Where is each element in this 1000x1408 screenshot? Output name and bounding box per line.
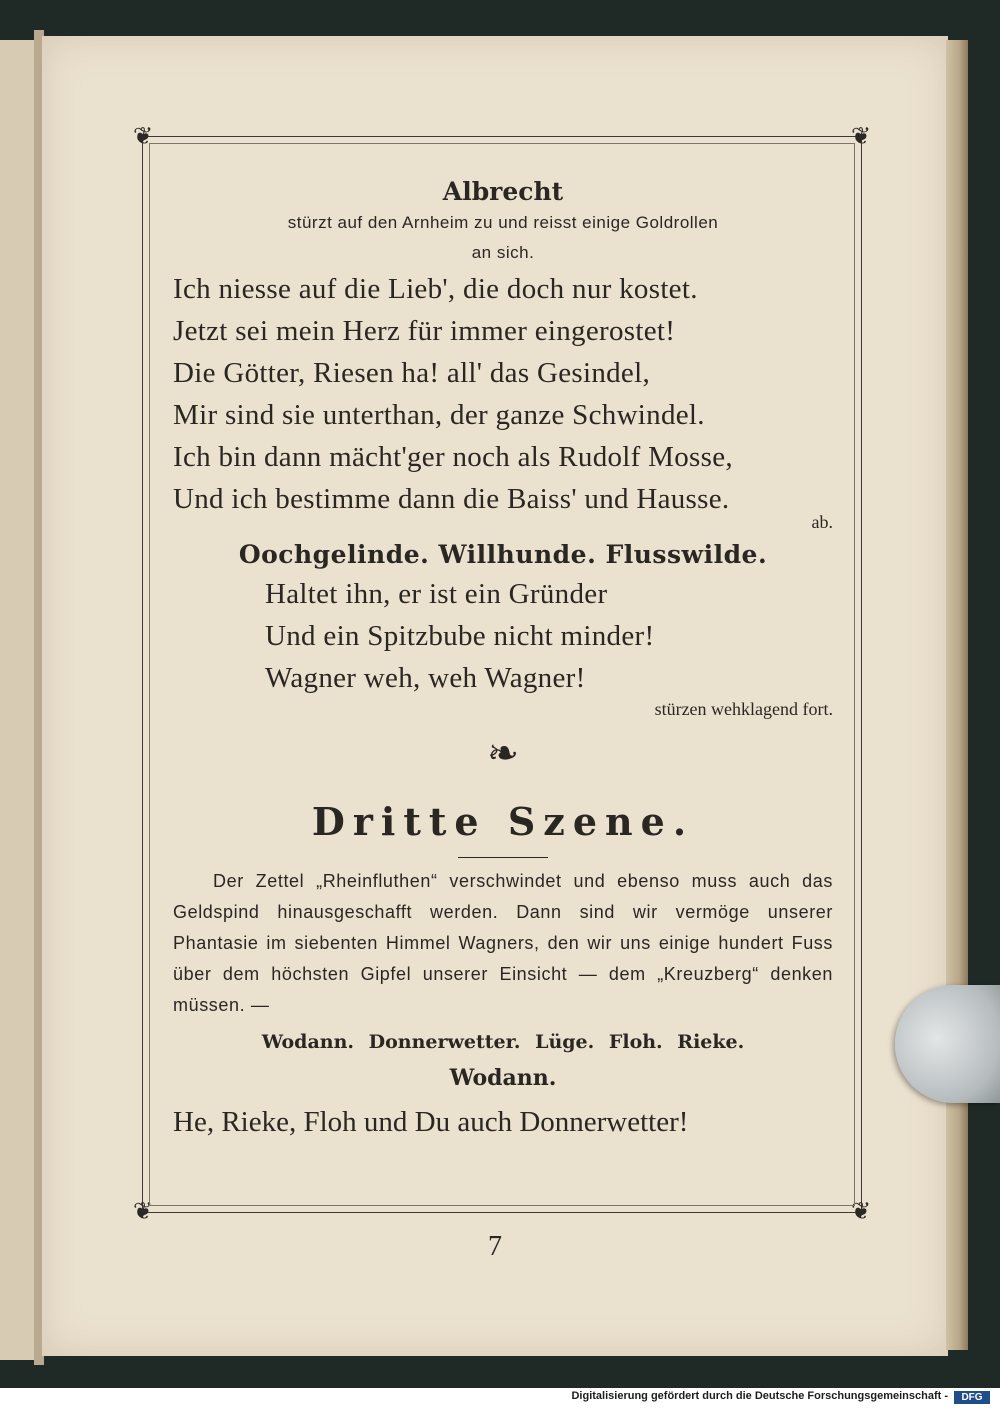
exit-direction: stürzen wehklagend fort. xyxy=(654,699,833,719)
group-verse-block xyxy=(173,573,833,699)
speaker-name: Wodann. xyxy=(449,1065,557,1091)
book-page xyxy=(42,36,948,1356)
verse-line: Die Götter, Riesen ha! all' das Gesindel, xyxy=(173,357,651,389)
vine-leaf-icon: ❧ xyxy=(487,733,519,775)
fleuron-icon: ❦ xyxy=(850,124,872,150)
fleuron-icon: ❦ xyxy=(850,1199,872,1225)
stage-direction-line: an sich. xyxy=(471,243,535,262)
exit-direction: ab. xyxy=(811,512,833,532)
stage-direction-line: stürzt auf den Arnheim zu und reisst einige Goldrollen xyxy=(287,213,719,232)
verse-line: Jetzt sei mein Herz für immer eingerostet! xyxy=(173,315,676,347)
page-number: 7 xyxy=(488,1231,502,1262)
verse-line: Wagner weh, weh Wagner! xyxy=(265,662,586,694)
verse-line: He, Rieke, Floh und Du auch Donnerwetter! xyxy=(173,1106,689,1138)
divider xyxy=(458,857,548,858)
verse-line: Mir sind sie unterthan, der ganze Schwindel. xyxy=(173,399,705,431)
fleuron-icon: ❦ xyxy=(132,124,154,150)
scene-title: Dritte Szene. xyxy=(311,799,695,844)
verse-line: Und ich bestimme dann die Baiss' und Hausse. xyxy=(173,483,730,515)
speaker-name: Albrecht xyxy=(442,177,564,206)
stage-direction xyxy=(173,208,833,268)
facing-page-edge xyxy=(0,40,36,1360)
verse-line: Haltet ihn, er ist ein Gründer xyxy=(265,578,608,610)
cast-list: Wodann. Donnerwetter. Lüge. Floh. Rieke. xyxy=(261,1031,745,1053)
fleuron-icon: ❦ xyxy=(132,1199,154,1225)
page-content xyxy=(173,177,833,1143)
verse-line: Und ein Spitzbube nicht minder! xyxy=(265,620,655,652)
funding-credit: Digitalisierung gefördert durch die Deutsche Forschungsgemeinschaft - xyxy=(571,1390,948,1402)
scene-direction: Der Zettel „Rheinfluthen“ verschwindet und ebenso muss auch das Geldspind hinausgeschafft werden. Dann sind wir vermöge unserer Phantasie im siebenten Himmel Wagners, den wir uns einige hundert Fuss über dem höchsten Gipfel unserer Einsicht — dem „Kreuzberg“ denken müssen. — xyxy=(173,871,833,1015)
dfg-logo: DFG xyxy=(954,1391,990,1404)
page-border-frame xyxy=(132,124,872,1225)
speaker-group-names: Oochgelinde. Willhunde. Flusswilde. xyxy=(238,540,768,569)
footer-bar xyxy=(0,1388,1000,1408)
verse-block xyxy=(173,268,833,520)
verse-line: Ich niesse auf die Lieb', die doch nur kostet. xyxy=(173,273,698,305)
page-stack-edge xyxy=(946,40,968,1350)
verse-line: Ich bin dann mächt'ger noch als Rudolf Mosse, xyxy=(173,441,733,473)
